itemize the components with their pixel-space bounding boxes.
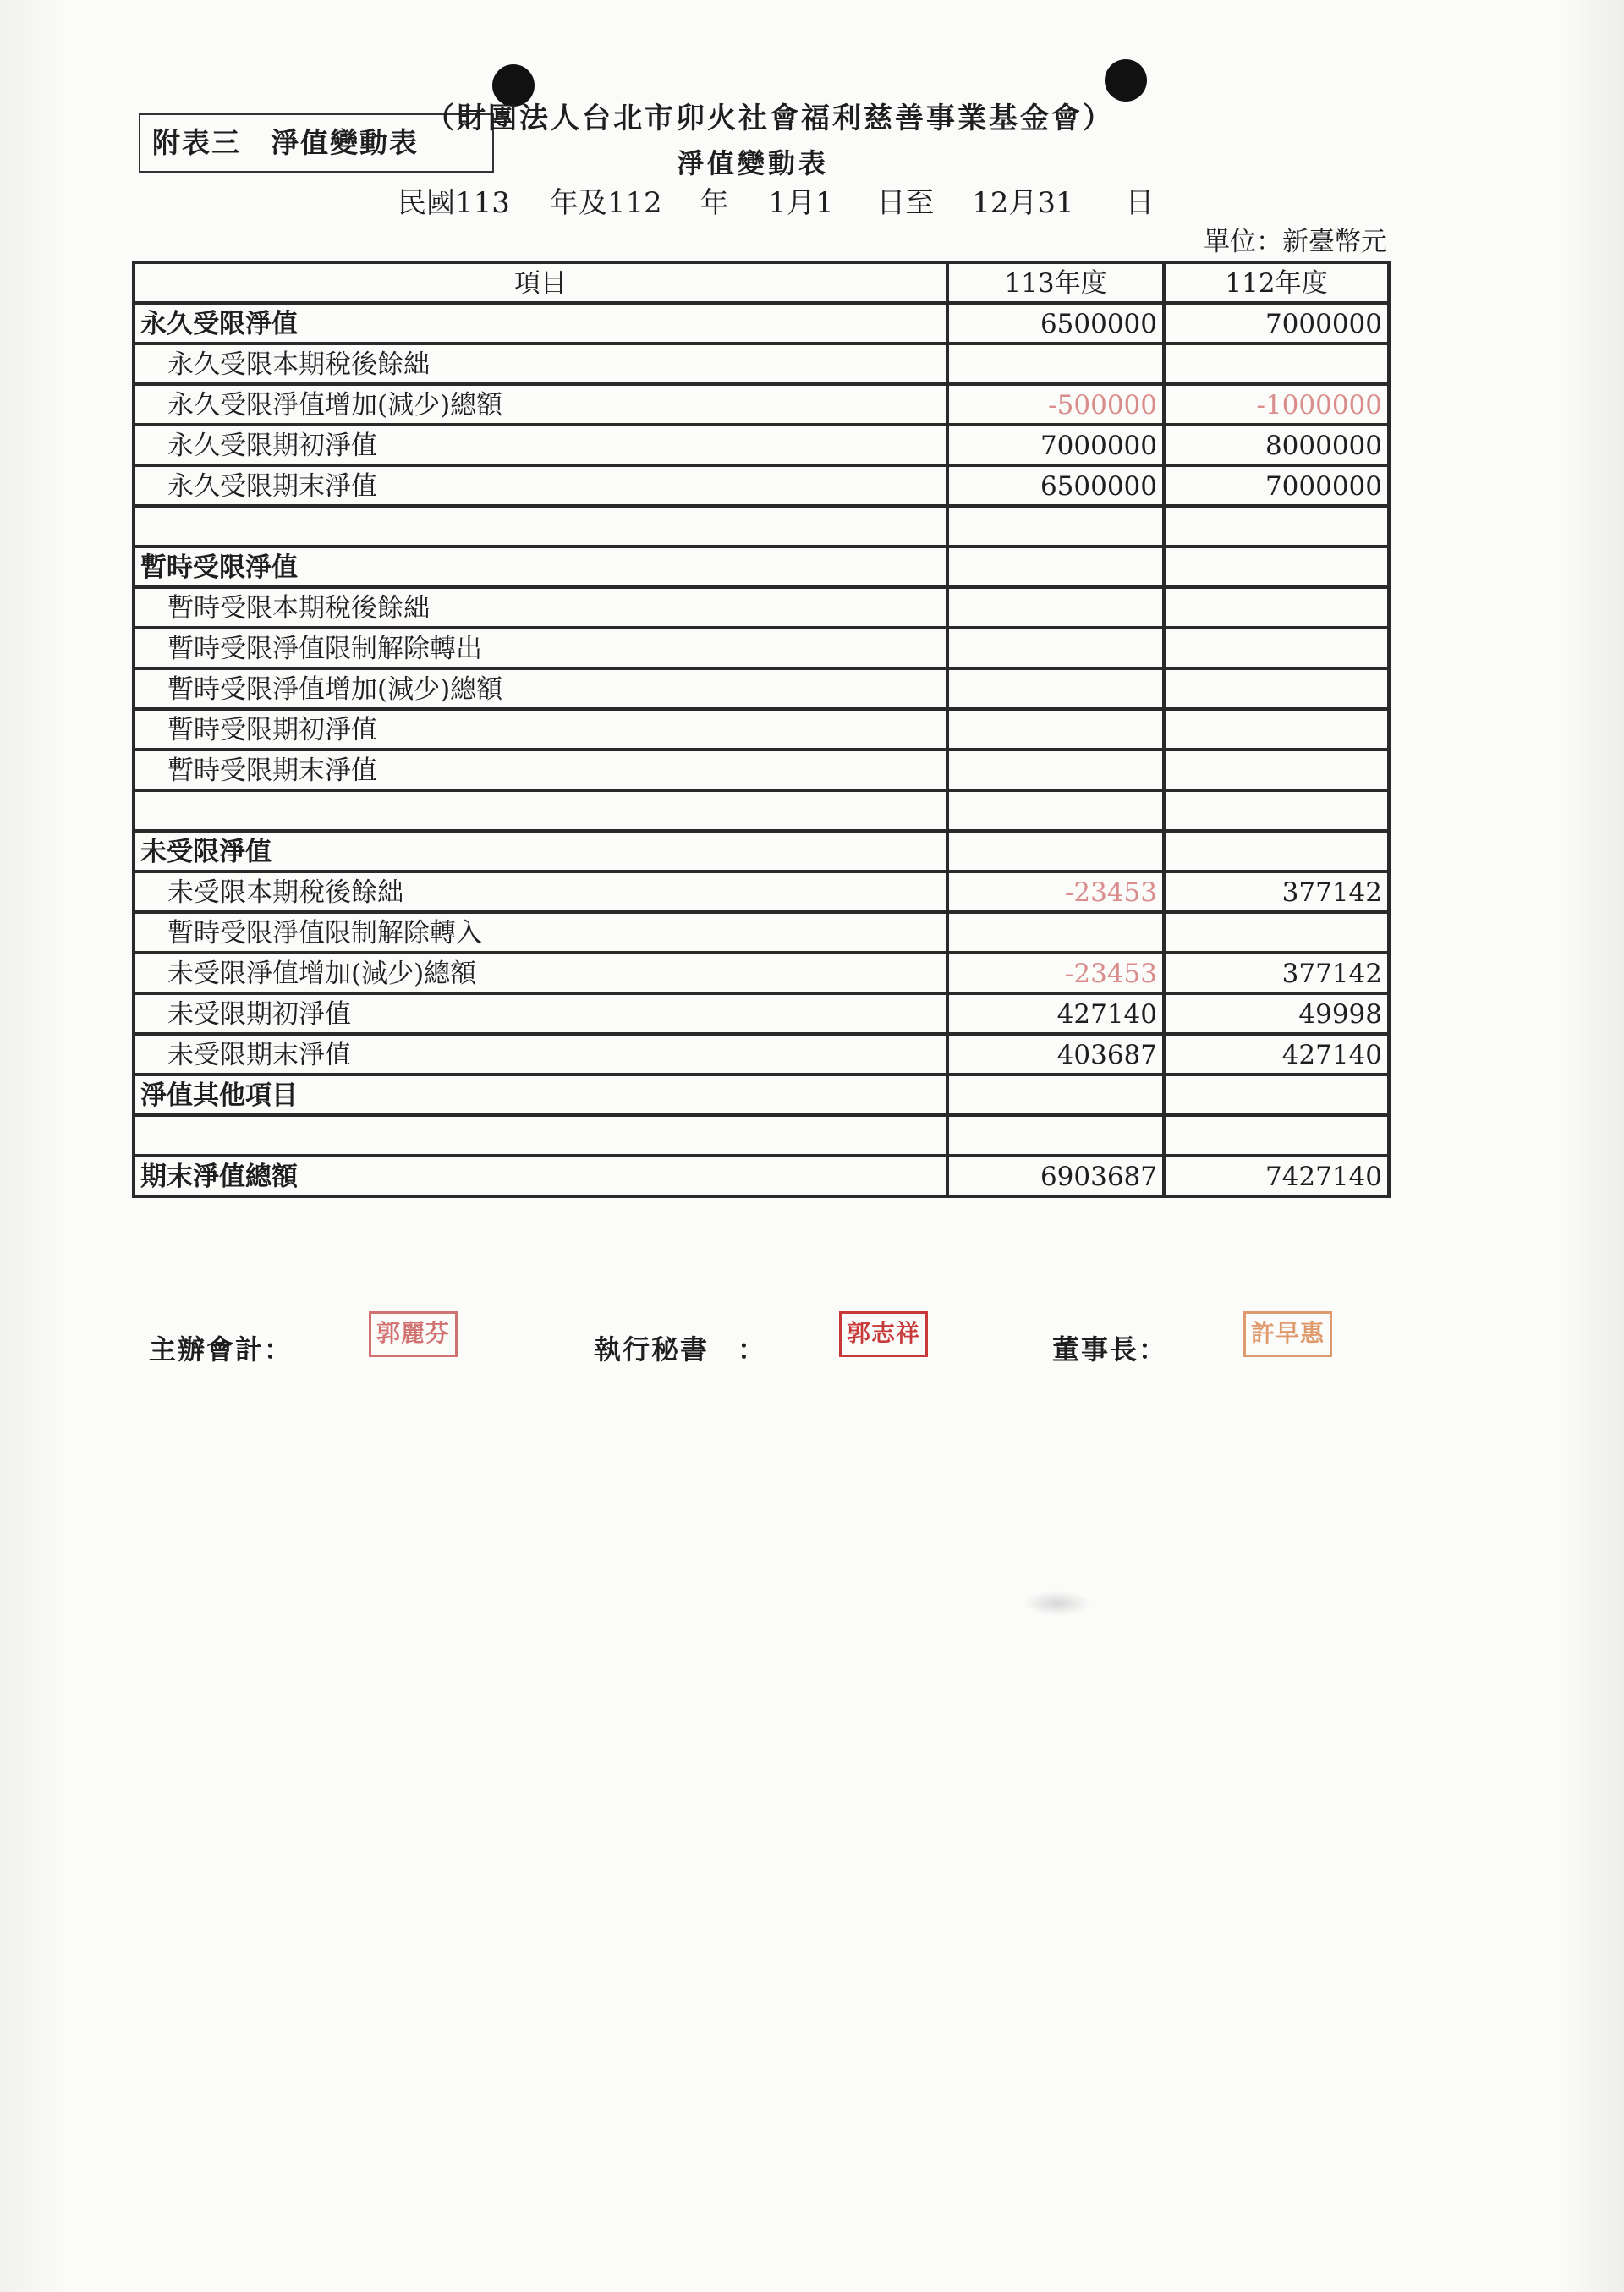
value-113: -23453 [947, 953, 1164, 993]
row-item-label [134, 1115, 947, 1156]
row-item-label: 未受限本期稅後餘絀 [134, 871, 947, 912]
table-row [134, 425, 1389, 465]
column-header-113: 113年度 [947, 262, 1164, 303]
value-112 [1164, 790, 1389, 831]
value-113 [947, 912, 1164, 953]
value-112 [1164, 1115, 1389, 1156]
value-113 [947, 1075, 1164, 1115]
row-item-label: 暫時受限期末淨值 [134, 750, 947, 790]
value-113: 6500000 [947, 303, 1164, 344]
chairman-label: 董事長： [1052, 1333, 1168, 1366]
value-112: 427140 [1164, 1034, 1389, 1075]
row-item-label: 淨值其他項目 [134, 1075, 947, 1115]
organization-title: （財團法人台北市卯火社會福利慈善事業基金會） [425, 102, 1114, 135]
value-113 [947, 547, 1164, 587]
table-row [134, 1075, 1389, 1115]
table-row [134, 628, 1389, 668]
value-112 [1164, 1075, 1389, 1115]
table-row [134, 912, 1389, 953]
value-113: 403687 [947, 1034, 1164, 1075]
value-112: -1000000 [1164, 384, 1389, 425]
row-item-label: 暫時受限淨值 [134, 547, 947, 587]
table-row [134, 953, 1389, 993]
table-row-total [134, 1156, 1389, 1196]
accountant-label: 主辦會計： [149, 1333, 294, 1366]
value-113: 7000000 [947, 425, 1164, 465]
table-row [134, 344, 1389, 384]
chairman-stamp: 許早惠 [1243, 1311, 1332, 1357]
table-row-blank [134, 1115, 1389, 1156]
value-113 [947, 587, 1164, 628]
table-row [134, 750, 1389, 790]
value-112 [1164, 831, 1389, 871]
row-item-label: 未受限淨值增加(減少)總額 [134, 953, 947, 993]
value-113 [947, 750, 1164, 790]
table-row-blank [134, 506, 1389, 547]
row-item-label: 未受限期末淨值 [134, 1034, 947, 1075]
value-113 [947, 668, 1164, 709]
value-112: 7000000 [1164, 303, 1389, 344]
net-value-change-table [132, 261, 1391, 1198]
table-row [134, 303, 1389, 344]
value-113 [947, 831, 1164, 871]
value-113 [947, 1115, 1164, 1156]
value-113: 427140 [947, 993, 1164, 1034]
value-112 [1164, 547, 1389, 587]
row-item-label [134, 506, 947, 547]
table-row [134, 831, 1389, 871]
table-row [134, 668, 1389, 709]
report-title: 淨值變動表 [676, 147, 829, 179]
period-start: 1月1 [768, 186, 834, 220]
row-item-label: 永久受限本期稅後餘絀 [134, 344, 947, 384]
value-113: 6903687 [947, 1156, 1164, 1196]
period-prefix: 民國113 [398, 186, 510, 220]
table-row [134, 709, 1389, 750]
signature-block [149, 1311, 1392, 1379]
value-112 [1164, 344, 1389, 384]
row-item-label: 永久受限淨值增加(減少)總額 [134, 384, 947, 425]
paper-smudge [1023, 1591, 1091, 1616]
value-112: 377142 [1164, 953, 1389, 993]
row-item-label: 未受限淨值 [134, 831, 947, 871]
row-item-label: 未受限期初淨值 [134, 993, 947, 1034]
value-113 [947, 506, 1164, 547]
value-112: 49998 [1164, 993, 1389, 1034]
value-112 [1164, 628, 1389, 668]
value-112: 7000000 [1164, 465, 1389, 506]
period-and: 年及112 [549, 186, 662, 220]
value-112 [1164, 668, 1389, 709]
row-item-label: 暫時受限期初淨值 [134, 709, 947, 750]
value-112: 377142 [1164, 871, 1389, 912]
row-item-label: 永久受限期末淨值 [134, 465, 947, 506]
row-item-label: 永久受限淨值 [134, 303, 947, 344]
period-to: 日至 [876, 186, 935, 220]
value-112 [1164, 912, 1389, 953]
value-112 [1164, 506, 1389, 547]
table-header-row [134, 262, 1389, 303]
accountant-stamp: 郭麗芬 [369, 1311, 458, 1357]
table-row-blank [134, 790, 1389, 831]
value-113 [947, 628, 1164, 668]
row-item-label [134, 790, 947, 831]
attachment-label: 附表三 淨值變動表 [139, 113, 494, 173]
value-112 [1164, 750, 1389, 790]
secretary-stamp: 郭志祥 [839, 1311, 928, 1357]
row-item-label: 暫時受限淨值限制解除轉入 [134, 912, 947, 953]
value-112 [1164, 587, 1389, 628]
row-item-label: 期末淨值總額 [134, 1156, 947, 1196]
value-112 [1164, 709, 1389, 750]
row-item-label: 暫時受限淨值限制解除轉出 [134, 628, 947, 668]
table-row [134, 587, 1389, 628]
table-row [134, 465, 1389, 506]
column-header-112: 112年度 [1164, 262, 1389, 303]
value-112: 8000000 [1164, 425, 1389, 465]
value-113 [947, 790, 1164, 831]
period-end: 12月31 [972, 186, 1074, 220]
row-item-label: 暫時受限淨值增加(減少)總額 [134, 668, 947, 709]
period-day-word: 日 [1125, 186, 1155, 220]
value-113: -23453 [947, 871, 1164, 912]
secretary-label: 執行秘書 ： [594, 1333, 767, 1366]
row-item-label: 永久受限期初淨值 [134, 425, 947, 465]
table-row [134, 993, 1389, 1034]
currency-unit: 單位：新臺幣元 [1204, 227, 1387, 257]
value-113: -500000 [947, 384, 1164, 425]
table-row [134, 547, 1389, 587]
value-113 [947, 709, 1164, 750]
report-period [398, 179, 1155, 221]
value-112: 7427140 [1164, 1156, 1389, 1196]
value-113: 6500000 [947, 465, 1164, 506]
period-year-word: 年 [700, 186, 729, 220]
table-row [134, 871, 1389, 912]
column-header-item: 項目 [134, 262, 947, 303]
table-row [134, 384, 1389, 425]
value-113 [947, 344, 1164, 384]
table-row [134, 1034, 1389, 1075]
row-item-label: 暫時受限本期稅後餘絀 [134, 587, 947, 628]
